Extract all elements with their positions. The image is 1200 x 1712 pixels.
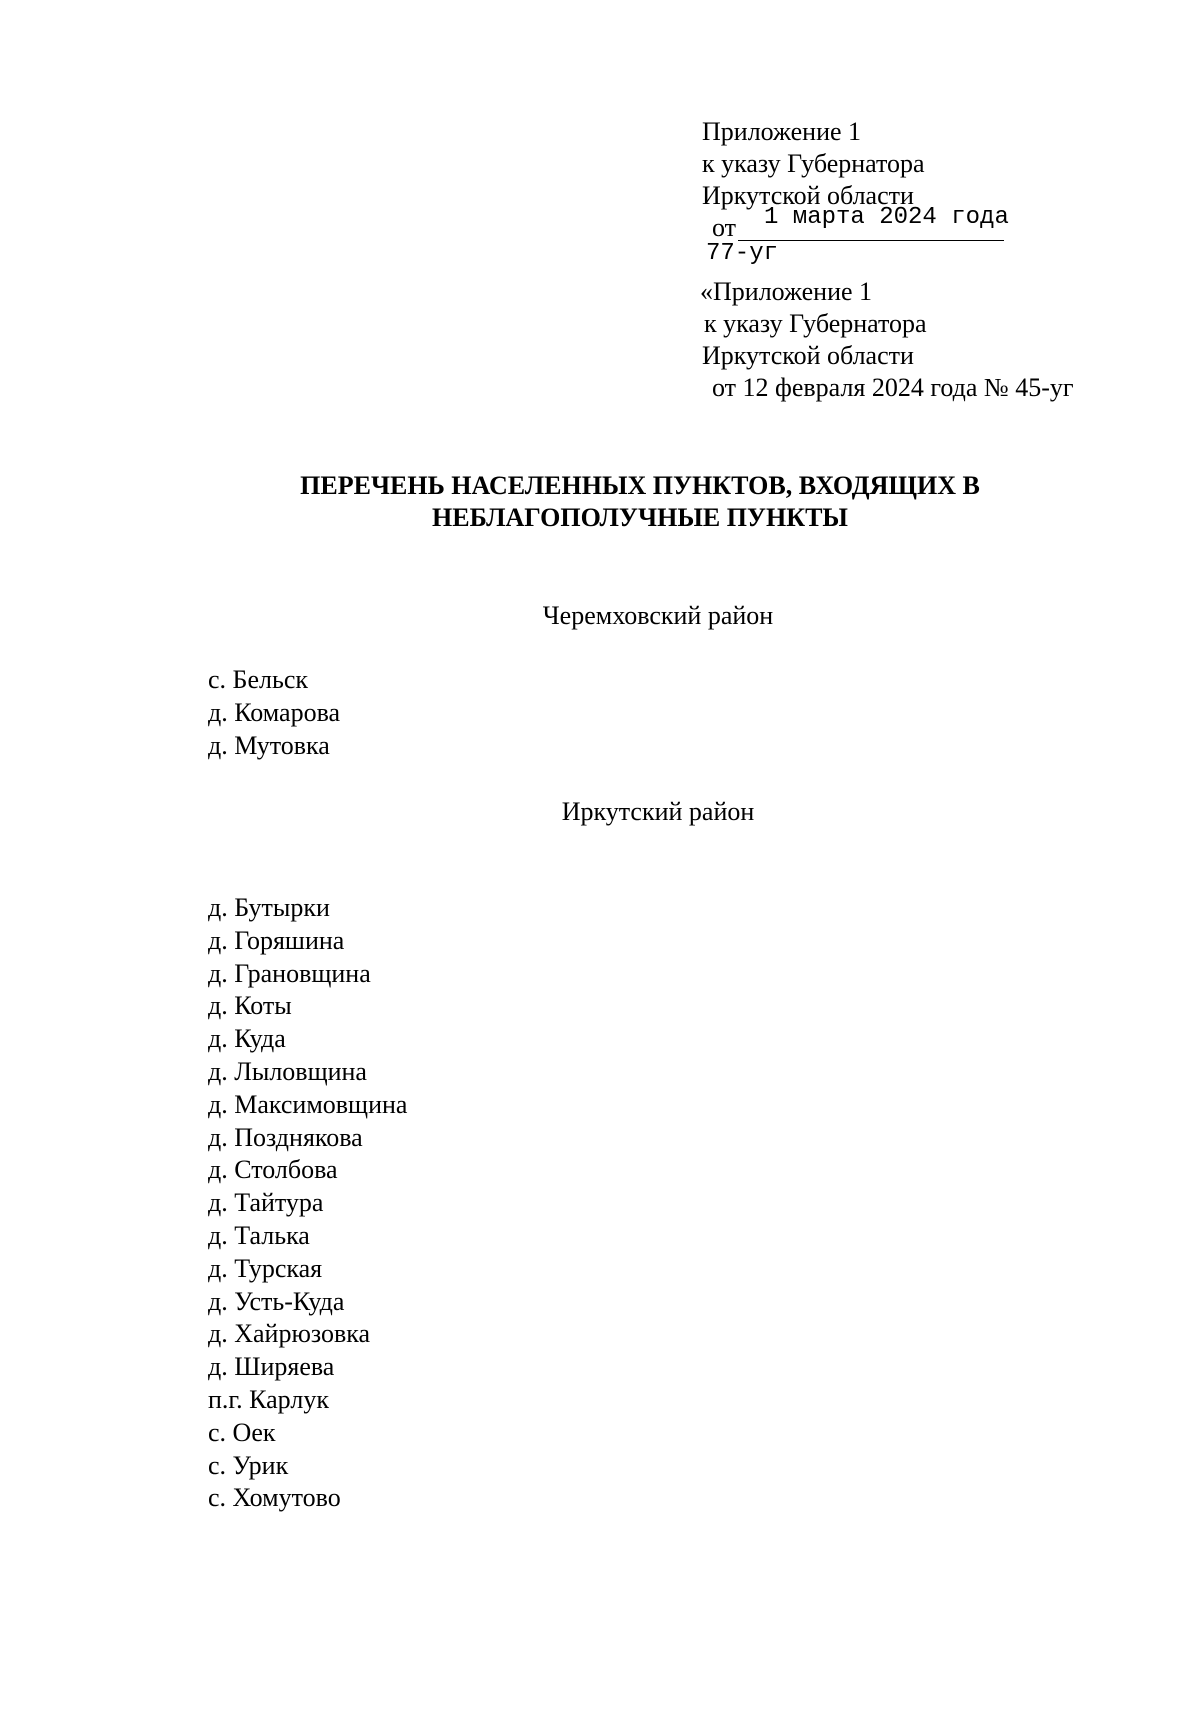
district-heading: Черемховский район — [542, 601, 774, 630]
date-prefix: от — [712, 213, 737, 242]
settlement-list — [208, 664, 340, 762]
settlement-item: п.г. Карлук — [208, 1384, 329, 1414]
settlement-item: д. Куда — [208, 1024, 286, 1054]
settlement-item: с. Хомутово — [208, 1483, 341, 1513]
district-heading: Иркутский район — [561, 797, 755, 826]
document-title-line: ПЕРЕЧЕНЬ НАСЕЛЕННЫХ ПУНКТОВ, ВХОДЯЩИХ В — [300, 471, 980, 500]
settlement-item: д. Тайтура — [208, 1188, 324, 1218]
date-stamp: 1 марта 2024 года — [764, 204, 1009, 231]
appendix-header-line: Иркутской области — [702, 181, 914, 210]
settlement-item: д. Усть-Куда — [208, 1286, 345, 1316]
settlement-item: с. Урик — [208, 1450, 289, 1480]
settlement-item: д. Горяшина — [208, 925, 345, 955]
quoted-appendix-header-line: «Приложение 1 — [700, 277, 873, 306]
document-title-line: НЕБЛАГОПОЛУЧНЫЕ ПУНКТЫ — [432, 503, 848, 532]
settlement-item: д. Столбова — [208, 1155, 338, 1185]
quoted-appendix-header-line: Иркутской области — [702, 341, 914, 370]
settlement-item: д. Лыловщина — [208, 1056, 367, 1086]
settlement-item: д. Комарова — [208, 697, 341, 727]
settlement-item: д. Ширяева — [208, 1352, 335, 1382]
settlement-item: д. Талька — [208, 1220, 310, 1250]
settlement-item: д. Коты — [208, 991, 292, 1021]
settlement-item: д. Хайрюзовка — [208, 1319, 371, 1349]
decree-number-stamp: 77-уг — [706, 240, 779, 267]
appendix-header-line: Приложение 1 — [702, 117, 862, 146]
settlement-item: д. Грановщина — [208, 958, 371, 988]
settlement-item: д. Бутырки — [208, 893, 330, 922]
settlement-item: с. Бельск — [208, 665, 309, 694]
settlement-item: с. Оек — [208, 1417, 276, 1447]
settlement-item: д. Турская — [208, 1253, 323, 1283]
settlement-item: д. Мутовка — [208, 730, 330, 760]
settlement-item: д. Максимовщина — [208, 1089, 408, 1119]
settlement-item: д. Позднякова — [208, 1122, 363, 1152]
settlement-list — [208, 892, 407, 1515]
appendix-header-line: к указу Губернатора — [702, 149, 925, 178]
quoted-appendix-date-number: от 12 февраля 2024 года № 45-уг — [712, 373, 1074, 402]
quoted-appendix-header-line: к указу Губернатора — [704, 309, 927, 338]
